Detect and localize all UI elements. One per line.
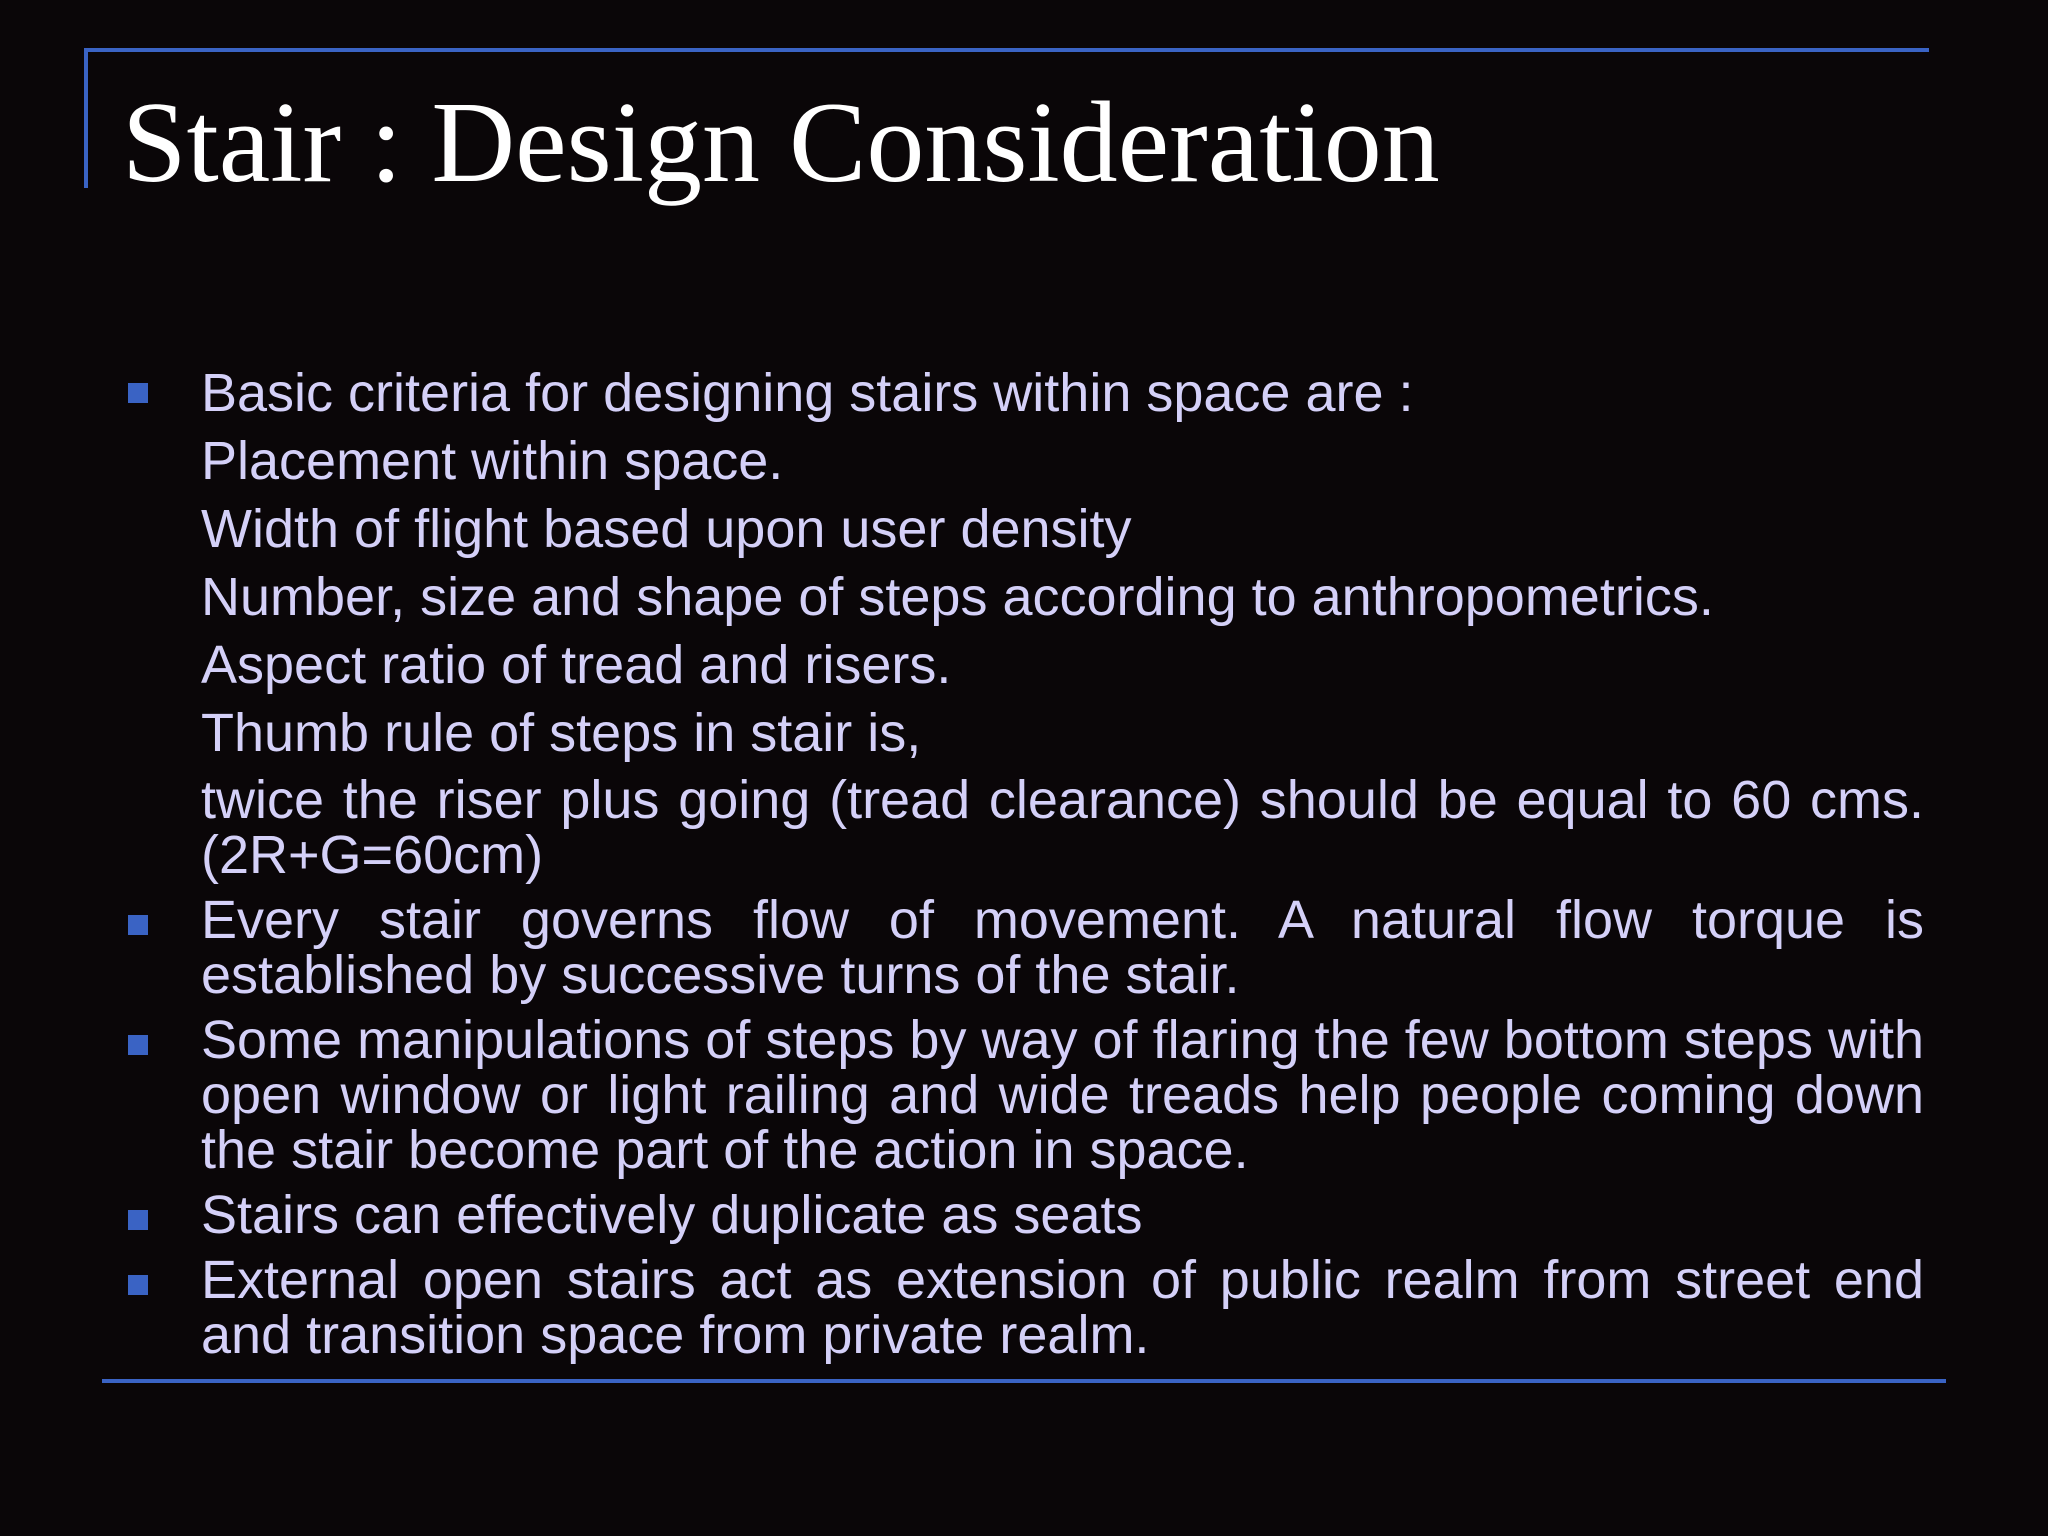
title-left-rule: [84, 48, 88, 188]
bullet-lead: Basic criteria for designing stairs within space are :: [201, 363, 1414, 423]
content-bottom-rule: [102, 1379, 1946, 1383]
square-bullet-icon: [128, 915, 148, 935]
criteria-line: Placement within space.: [201, 431, 784, 491]
square-bullet-icon: [128, 1035, 148, 1055]
square-bullet-icon: [128, 1275, 148, 1295]
title-top-rule: [84, 48, 1929, 52]
bullet-item-flow: [122, 890, 1924, 1005]
bullet-item-criteria: [122, 359, 1924, 883]
bullet-text: Some manipulations of steps by way of flaring the few bottom steps with open window or light railing and wide treads help people coming down the stair become part of the action in space.: [201, 1010, 1924, 1180]
criteria-line: Thumb rule of steps in stair is,: [201, 703, 922, 763]
bullet-text: External open stairs act as extension of public realm from street end and transition space from private realm.: [201, 1250, 1924, 1365]
slide-title: Stair : Design Consideration: [122, 79, 1440, 207]
bullet-item-manipulations: [122, 1010, 1924, 1180]
thumb-rule-text: twice the riser plus going (tread clearance) should be equal to 60 cms. (2R+G=60cm): [201, 770, 1924, 885]
bullet-item-external: [122, 1250, 1924, 1365]
criteria-line: Number, size and shape of steps according to anthropometrics.: [201, 567, 1714, 627]
square-bullet-icon: [128, 1210, 148, 1230]
criteria-line: Aspect ratio of tread and risers.: [201, 635, 952, 695]
slide-body: [122, 359, 1924, 1373]
bullet-text: Every stair governs flow of movement. A natural flow torque is established by successive turns of the stair.: [201, 890, 1924, 1005]
bullet-item-seats: [122, 1185, 1924, 1245]
bullet-text: Stairs can effectively duplicate as seats: [201, 1185, 1143, 1245]
square-bullet-icon: [128, 383, 148, 403]
criteria-line: Width of flight based upon user density: [201, 499, 1132, 559]
